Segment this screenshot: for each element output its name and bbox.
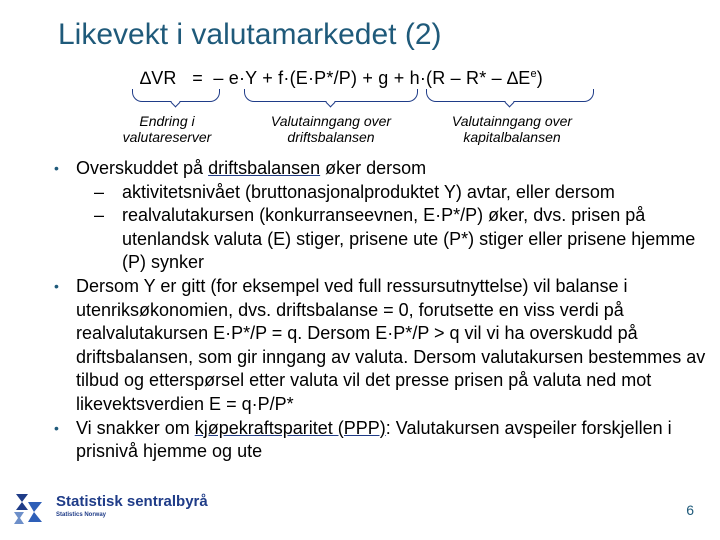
link-driftsbalansen[interactable]: driftsbalansen <box>208 158 321 178</box>
caption-capital-account: Valutainngang over kapitalbalansen <box>451 113 573 145</box>
equation-lhs: ∆VR <box>140 68 177 88</box>
equation-rhs-end: ) <box>536 68 543 88</box>
bullet-1-post: øker dersom <box>320 158 427 178</box>
bullet-1 <box>50 157 710 181</box>
bullet-3-pre: Vi snakker om <box>76 417 195 438</box>
ssb-logo <box>12 490 252 530</box>
caption-reserves: Endring i valutareserver <box>122 113 212 145</box>
slide-body <box>50 157 710 464</box>
caption-current-account: Valutainngang over driftsbalansen <box>270 113 392 145</box>
slide-title: Likevekt i valutamarkedet (2) <box>58 18 442 51</box>
sub-bullet-1 <box>50 181 710 205</box>
brace-current-account <box>244 89 418 102</box>
equation-rhs-sup: e <box>530 68 537 80</box>
bullet-3 <box>50 417 710 464</box>
dash-mark: – <box>94 205 105 226</box>
sub-bullet-1-text: aktivitetsnivået (bruttonasjonalproduktet Y) avtar, eller dersom <box>122 181 615 202</box>
sub-bullet-2 <box>50 204 710 275</box>
bullet-mark: • <box>54 419 59 436</box>
bullet-mark: • <box>54 160 59 176</box>
bullet-1-pre: Overskuddet på <box>76 158 209 178</box>
page-number: 6 <box>686 502 694 518</box>
logo-name: Statistisk sentralbyrå <box>56 493 208 510</box>
brace-reserves <box>132 89 220 102</box>
bullet-3-post: : Valutakursen avspeiler forskjellen i prisnivå hjemme og ute <box>76 417 672 462</box>
logo-subtitle: Statistics Norway <box>56 512 107 518</box>
link-ppp[interactable]: kjøpekraftsparitet (PPP) <box>194 417 386 438</box>
equation-equals: = <box>192 68 203 88</box>
bullet-2 <box>50 275 710 417</box>
sub-bullet-2-text: realvalutakursen (konkurranseevnen, E·P*/P) øker, dvs. prisen på utenlandsk valuta (E) stiger, prisene ute (P*) stiger eller prisene hjemme (P) synker <box>122 205 696 273</box>
ssb-logo-icon <box>12 490 52 526</box>
equation-rhs: – e·Y + f·(E·P*/P) + g + h·(R – R* – ∆E <box>213 68 531 88</box>
brace-capital-account <box>426 89 594 102</box>
bullet-mark: • <box>54 277 59 294</box>
equation <box>140 68 543 89</box>
dash-mark: – <box>94 181 105 202</box>
bullet-2-text: Dersom Y er gitt (for eksempel ved full ressursutnyttelse) vil balanse i utenriksøkonomien, dvs. driftsbalanse = 0, forutsette en viss verdi på realvalutakursen E·P*/P = q. Dersom E·P*/P > q vil vi ha overskudd på driftsbalansen, som gir inngang av valuta. Dersom valutakursen bestemmes av tilbud og etterspørsel etter valuta vil det presse prisen på valuta ned mot likevektsverdien E = q·P/P* <box>76 275 706 414</box>
